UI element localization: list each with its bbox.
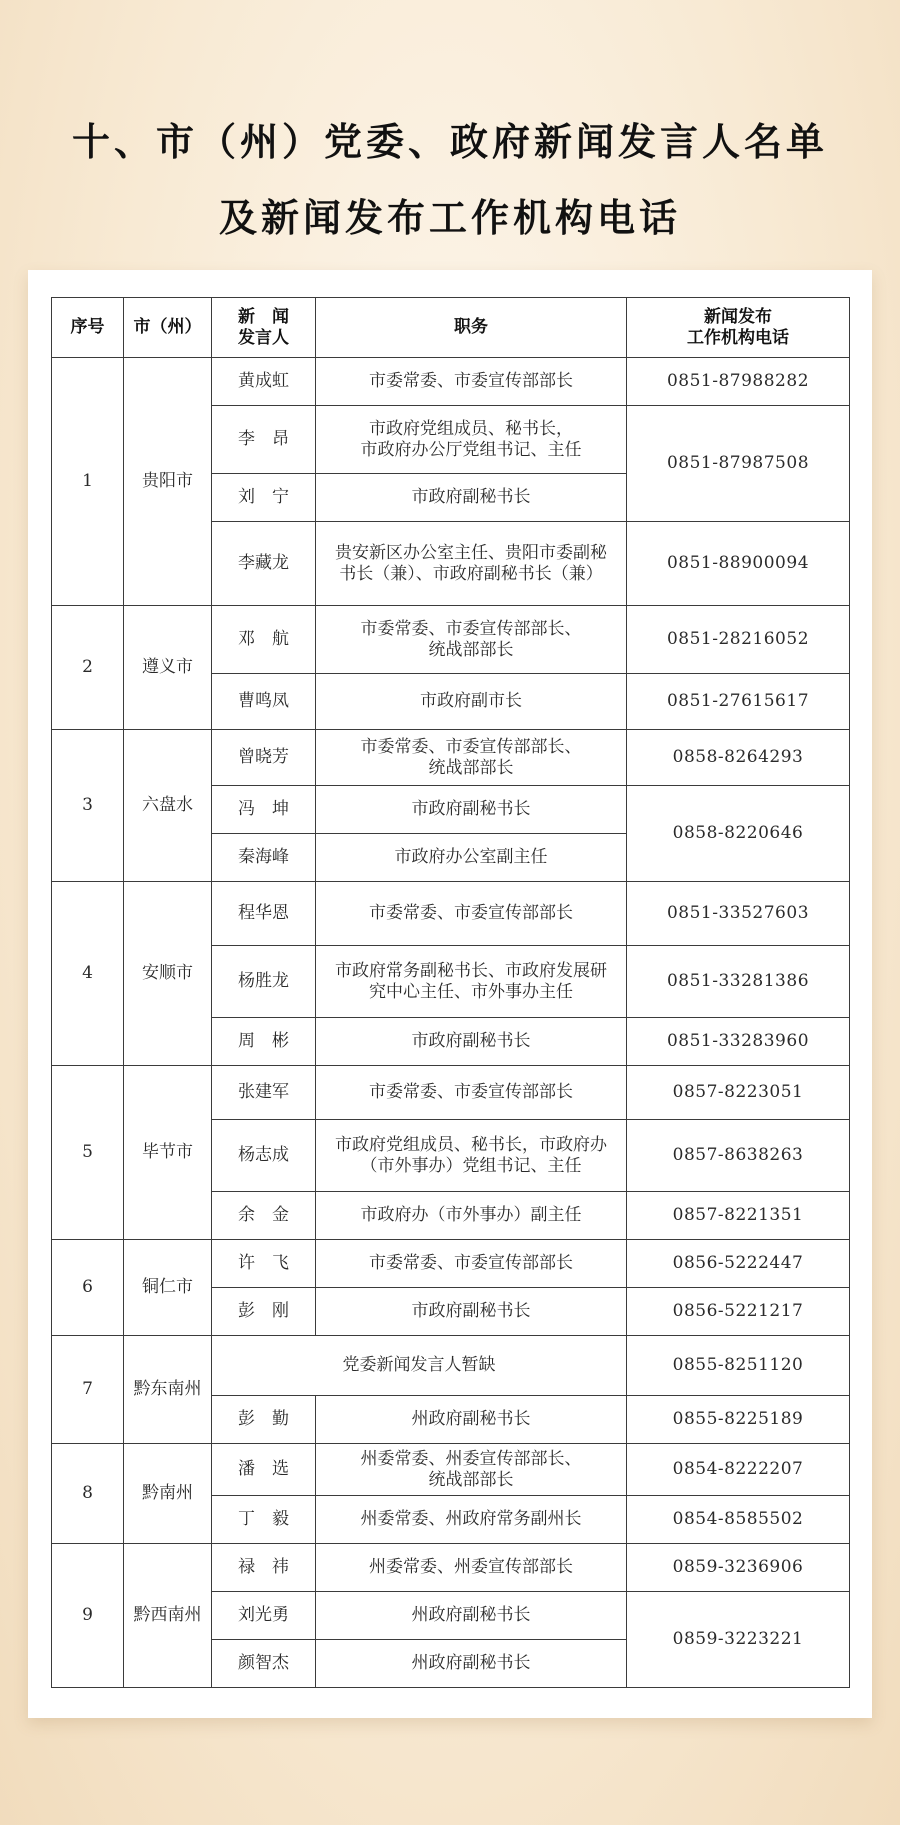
position-line2: 书长（兼）、市政府副秘书长（兼） [339,563,603,584]
table-row [52,1544,850,1592]
speaker-name: 程华恩 [212,882,316,946]
speaker-name: 余 金 [212,1192,316,1240]
office-tel: 0854-8585502 [627,1496,850,1544]
speaker-position: 州委常委、州委宣传部部长 [316,1544,627,1592]
speaker-name: 邓 航 [212,606,316,674]
speaker-name: 周 彬 [212,1018,316,1066]
table-row [52,882,850,946]
row-num: 6 [52,1240,124,1336]
row-city: 铜仁市 [124,1240,212,1336]
speaker-name: 彭 刚 [212,1288,316,1336]
speaker-name: 曾晓芳 [212,730,316,786]
speaker-name: 张建军 [212,1066,316,1120]
office-tel: 0857-8223051 [627,1066,850,1120]
speaker-position: 市委常委、市委宣传部部长 [316,1240,627,1288]
speaker-name: 禄 祎 [212,1544,316,1592]
position-line2: 市政府办公厅党组书记、主任 [360,439,582,460]
speaker-name: 李藏龙 [212,522,316,606]
row-city: 黔东南州 [124,1336,212,1444]
office-tel: 0857-8221351 [627,1192,850,1240]
position-line2: 究中心主任、市外事办主任 [369,981,573,1002]
speaker-name: 李 昂 [212,406,316,474]
speaker-position [316,606,627,674]
office-tel: 0851-33527603 [627,882,850,946]
speaker-name: 刘光勇 [212,1592,316,1640]
row-num: 3 [52,730,124,882]
row-city: 毕节市 [124,1066,212,1240]
row-city: 黔南州 [124,1444,212,1544]
row-city: 贵阳市 [124,358,212,606]
header-speaker-line1: 新 闻 [238,306,289,327]
vacancy-note: 党委新闻发言人暂缺 [212,1336,627,1396]
office-tel: 0851-27615617 [627,674,850,730]
speaker-position: 市政府办（市外事办）副主任 [316,1192,627,1240]
spokesperson-table [51,297,850,1688]
office-tel: 0856-5221217 [627,1288,850,1336]
speaker-position [316,522,627,606]
header-city: 市（州） [124,298,212,358]
office-tel: 0851-33283960 [627,1018,850,1066]
office-tel: 0857-8638263 [627,1120,850,1192]
speaker-position: 市委常委、市委宣传部部长 [316,358,627,406]
speaker-name: 杨志成 [212,1120,316,1192]
speaker-name: 彭 勤 [212,1396,316,1444]
row-num: 9 [52,1544,124,1688]
speaker-name: 丁 毅 [212,1496,316,1544]
table-row [52,1444,850,1496]
row-num: 5 [52,1066,124,1240]
office-tel: 0851-87988282 [627,358,850,406]
speaker-position: 市政府副秘书长 [316,474,627,522]
office-tel: 0851-33281386 [627,946,850,1018]
title-line-1: 十、市（州）党委、政府新闻发言人名单 [71,120,828,164]
office-tel: 0851-28216052 [627,606,850,674]
header-tel-line2: 工作机构电话 [687,327,789,348]
speaker-name: 颜智杰 [212,1640,316,1688]
header-tel [627,298,850,358]
row-city: 黔西南州 [124,1544,212,1688]
speaker-position: 州政府副秘书长 [316,1396,627,1444]
table-row [52,1066,850,1120]
position-line2: （市外事办）党组书记、主任 [360,1155,582,1176]
position-line1: 贵安新区办公室主任、贵阳市委副秘 [335,542,607,563]
table-row [52,358,850,406]
table-row [52,1336,850,1396]
row-num: 8 [52,1444,124,1544]
header-speaker-line2: 发言人 [238,327,289,348]
row-city: 遵义市 [124,606,212,730]
office-tel: 0851-87987508 [627,406,850,522]
speaker-position [316,946,627,1018]
row-num: 2 [52,606,124,730]
header-num: 序号 [52,298,124,358]
speaker-name: 曹鸣凤 [212,674,316,730]
row-city: 安顺市 [124,882,212,1066]
speaker-position: 市政府副秘书长 [316,786,627,834]
office-tel: 0855-8225189 [627,1396,850,1444]
office-tel: 0851-88900094 [627,522,850,606]
speaker-name: 杨胜龙 [212,946,316,1018]
office-tel: 0859-3223221 [627,1592,850,1688]
speaker-name: 刘 宁 [212,474,316,522]
speaker-name: 秦海峰 [212,834,316,882]
table-header-row [52,298,850,358]
header-tel-line1: 新闻发布 [704,306,772,327]
speaker-position: 市政府办公室副主任 [316,834,627,882]
position-line1: 市政府党组成员、秘书长， [369,418,573,439]
speaker-position: 州委常委、州政府常务副州长 [316,1496,627,1544]
page-title [0,118,900,270]
speaker-position [316,1120,627,1192]
row-city: 六盘水 [124,730,212,882]
speaker-position: 市政府副秘书长 [316,1018,627,1066]
office-tel: 0859-3236906 [627,1544,850,1592]
office-tel: 0856-5222447 [627,1240,850,1288]
table-row [52,1240,850,1288]
speaker-position: 州政府副秘书长 [316,1640,627,1688]
table-row [52,730,850,786]
table-card [28,270,872,1718]
speaker-position: 市委常委、市委宣传部部长 [316,882,627,946]
office-tel: 0855-8251120 [627,1336,850,1396]
speaker-position: 州政府副秘书长 [316,1592,627,1640]
position-line2: 统战部部长 [428,1469,514,1490]
office-tel: 0858-8264293 [627,730,850,786]
title-line-2: 及新闻发布工作机构电话 [218,196,681,240]
position-line1: 州委常委、州委宣传部部长、 [360,1448,582,1469]
table-row [52,606,850,674]
speaker-position: 市政府副秘书长 [316,1288,627,1336]
row-num: 7 [52,1336,124,1444]
speaker-position [316,406,627,474]
speaker-name: 潘 选 [212,1444,316,1496]
position-line2: 统战部部长 [428,639,514,660]
position-line1: 市政府党组成员、秘书长，市政府办 [335,1134,607,1155]
position-line1: 市政府常务副秘书长、市政府发展研 [335,960,607,981]
speaker-position: 市政府副市长 [316,674,627,730]
office-tel: 0858-8220646 [627,786,850,882]
position-line1: 市委常委、市委宣传部部长、 [360,736,582,757]
row-num: 1 [52,358,124,606]
header-speaker [212,298,316,358]
row-num: 4 [52,882,124,1066]
position-line2: 统战部部长 [428,757,514,778]
speaker-name: 黄成虹 [212,358,316,406]
header-position: 职务 [316,298,627,358]
speaker-name: 许 飞 [212,1240,316,1288]
speaker-position [316,730,627,786]
speaker-position [316,1444,627,1496]
office-tel: 0854-8222207 [627,1444,850,1496]
speaker-name: 冯 坤 [212,786,316,834]
speaker-position: 市委常委、市委宣传部部长 [316,1066,627,1120]
position-line1: 市委常委、市委宣传部部长、 [360,618,582,639]
